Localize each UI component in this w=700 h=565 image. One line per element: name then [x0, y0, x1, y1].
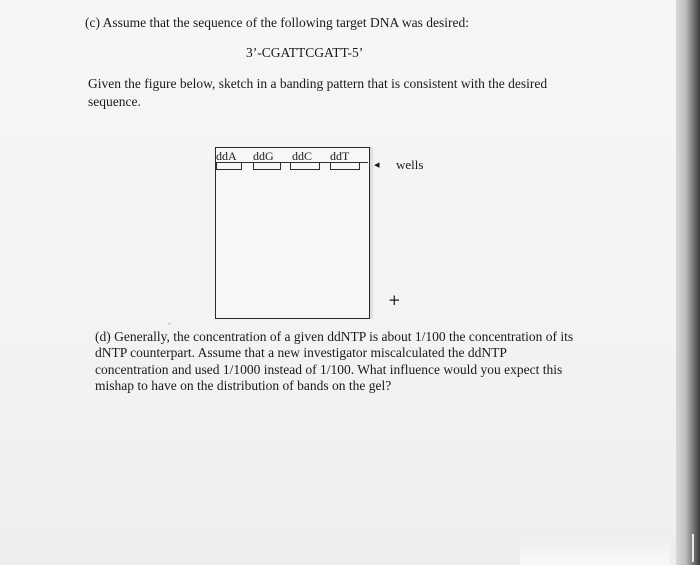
wells-arrow-icon: ◂ [374, 158, 380, 171]
pen-tick-mark: ˋ [168, 322, 171, 331]
gel-side-shadow [370, 147, 374, 319]
positive-electrode-label: + [388, 291, 401, 309]
lane-label-ddT: ddT [330, 149, 350, 163]
question-c-instruction-line-2: sequence. [88, 94, 141, 109]
page-edge-shadow [676, 0, 700, 565]
well-ddT [330, 163, 360, 170]
lane-label-ddA: ddA [216, 149, 237, 163]
question-c-instruction-line-1: Given the figure below, sketch in a banding pattern that is consistent with the desired [88, 76, 548, 91]
well-ddC [290, 163, 320, 170]
scroll-edge-mark [692, 534, 694, 562]
question-d-line-4: mishap to have on the distribution of bands on the gel? [95, 378, 392, 393]
lane-label-ddC: ddC [292, 149, 313, 163]
question-d-line-3: concentration and used 1/1000 instead of 1/100. What influence would you expect this [95, 362, 563, 377]
question-d-line-2: dNTP counterpart. Assume that a new investigator miscalculated the ddNTP [95, 345, 507, 360]
well-ddG [253, 163, 281, 170]
well-ddA [216, 163, 242, 170]
wells-label: wells [396, 157, 424, 172]
question-c-prompt: (c) Assume that the sequence of the following target DNA was desired: [85, 15, 470, 30]
gel-diagram [215, 147, 370, 319]
lane-label-ddG: ddG [253, 149, 274, 163]
page-glare [520, 535, 670, 565]
target-dna-sequence: 3’-CGATTCGATT-5’ [246, 45, 364, 60]
question-d-line-1: (d) Generally, the concentration of a given ddNTP is about 1/100 the concentration of its [95, 329, 574, 344]
